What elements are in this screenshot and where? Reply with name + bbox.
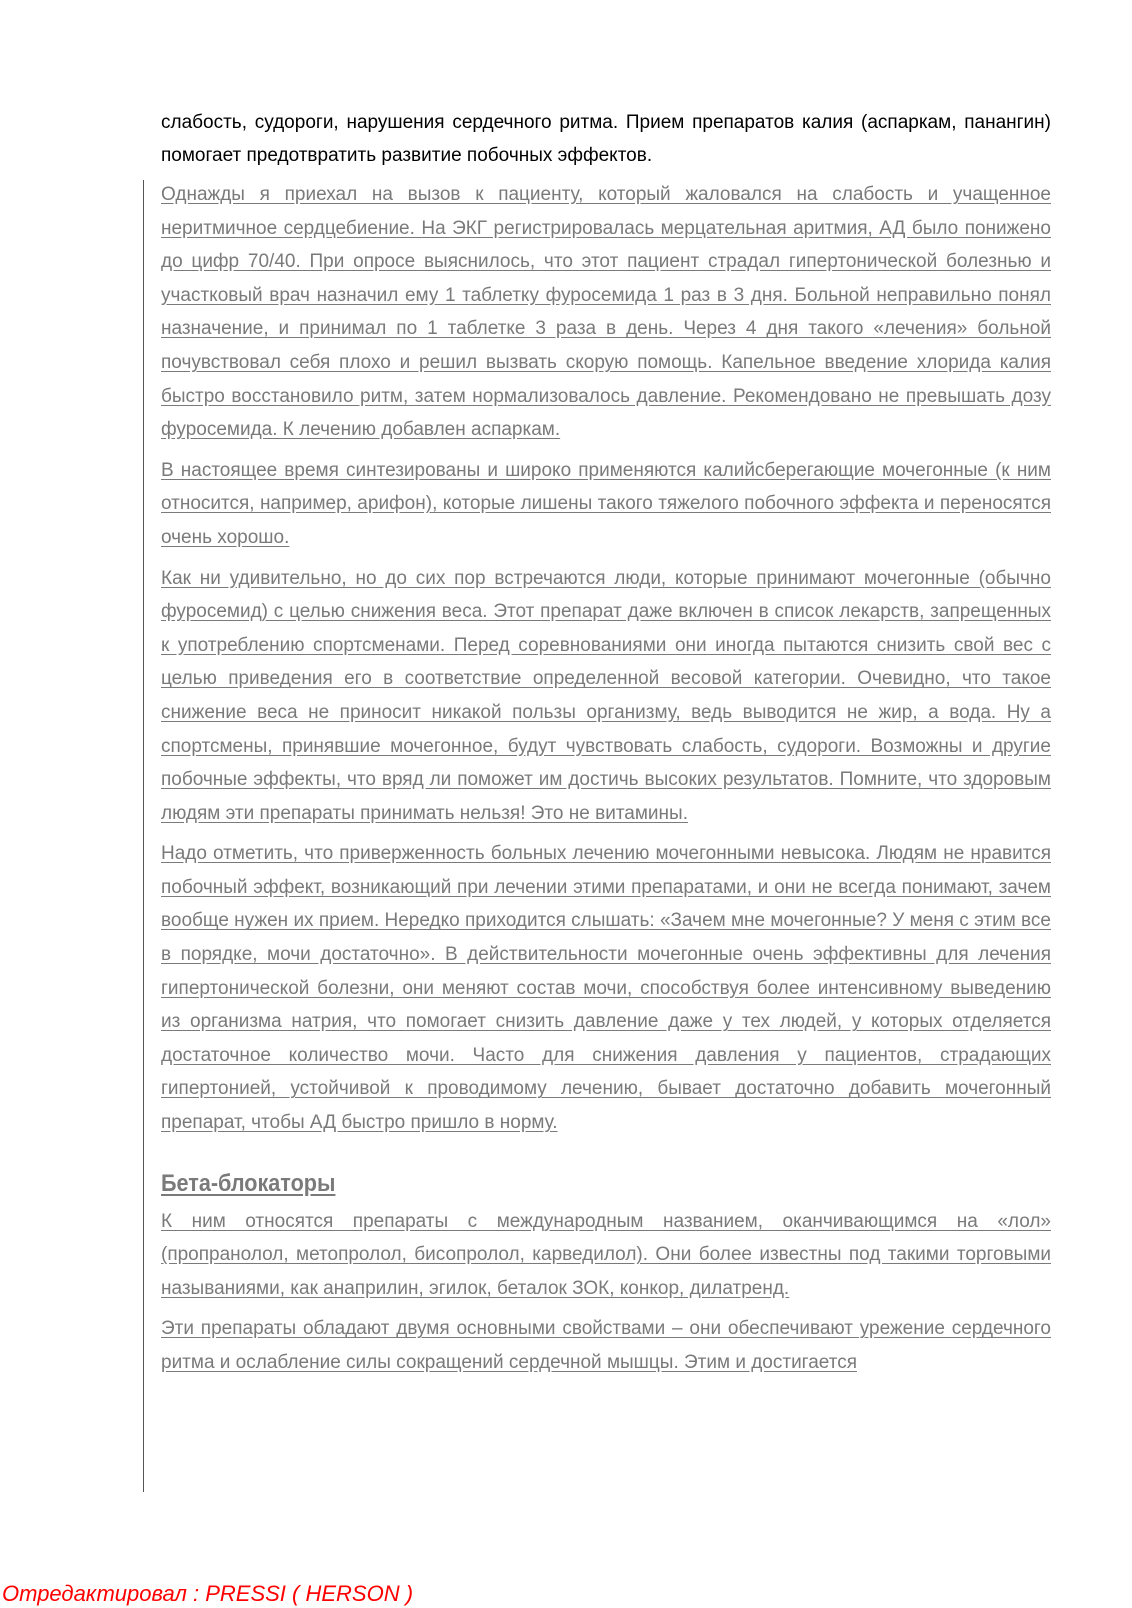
revised-section bbox=[161, 178, 1051, 1387]
section-heading-beta-blockers: Бета-блокаторы bbox=[161, 1169, 336, 1197]
intro-paragraph: слабость, судороги, нарушения сердечного ритма. Прием препаратов калия (аспаркам, панангин) помогает предотвратить развитие побочных эффектов. bbox=[161, 112, 1051, 166]
revision-change-bar bbox=[143, 180, 144, 1492]
paragraph-treatment-adherence: Надо отметить, что приверженность больных лечению мочегонными невысока. Людям не нравится побочный эффект, возникающий при лечении этими препаратами, и они не всегда понимают, зачем вообще нужен их прием. Нередко приходится слышать: «Зачем мне мочегонные? У меня с этим все в порядке, мочи достаточно». В действительности мочегонные очень эффективны для лечения гипертонической болезни, они меняют состав мочи, способствуя более интенсивному выведению из организма натрия, что помогает снизить давление даже у тех людей, у которых отделяется достаточное количество мочи. Часто для снижения давления у пациентов, страдающих гипертонией, устойчивой к проводимому лечению, бывает достаточно добавить мочегонный препарат, чтобы АД быстро пришло в норму. bbox=[161, 843, 1051, 1134]
footer-editor-credit: Отредактировал : PRESSI ( HERSON ) bbox=[2, 1581, 414, 1606]
paragraph-ambulance-case: Однажды я приехал на вызов к пациенту, который жаловался на слабость и учащенное неритмичное сердцебиение. На ЭКГ регистрировалась мерцательная аритмия, АД было понижено до цифр 70/40. При опросе выяснилось, что этот пациент страдал гипертонической болезнью и участковый врач назначил ему 1 таблетку фуросемида 1 раз в 3 дня. Больной неправильно понял назначение, и принимал по 1 таблетке 3 раза в день. Через 4 дня такого «лечения» больной почувствовал себя плохо и решил вызвать скорую помощь. Капельное введение хлорида калия быстро восстановило ритм, затем нормализовалось давление. Рекомендовано не превышать дозу фуросемида. К лечению добавлен аспаркам. bbox=[161, 184, 1051, 441]
paragraph-beta-blocker-properties: Эти препараты обладают двумя основными свойствами – они обеспечивают урежение сердечного ритма и ослабление силы сокращений сердечной мышцы. Этим и достигается bbox=[161, 1318, 1051, 1373]
paragraph-beta-blocker-names: К ним относятся препараты с международным названием, оканчивающимся на «лол» (пропранолол, метопролол, бисопролол, карведилол). Они более известны под такими торговыми называниями, как анаприлин, эгилок, беталок ЗОК, конкор, дилатренд. bbox=[161, 1210, 1051, 1299]
paragraph-potassium-sparing-diuretics: В настоящее время синтезированы и широко применяются калийсберегающие мочегонные (к ним относится, например, арифон), которые лишены такого тяжелого побочного эффекта и переносятся очень хорошо. bbox=[161, 459, 1051, 548]
paragraph-weight-loss-misuse: Как ни удивительно, но до сих пор встречаются люди, которые принимают мочегонные (обычно фуросемид) с целью снижения веса. Этот препарат даже включен в список лекарств, запрещенных к употреблению спортсменами. Перед соревнованиями они иногда пытаются снизить свой вес с целью приведения его в соответствие определенной весовой категории. Очевидно, что такое снижение веса не приносит никакой пользы организму, ведь выводится не жир, а вода. Ну а спортсмены, принявшие мочегонное, будут чувствовать слабость, судороги. Возможны и другие побочные эффекты, что вряд ли поможет им достичь высоких результатов. Помните, что здоровым людям эти препараты принимать нельзя! Это не витамины. bbox=[161, 567, 1051, 824]
